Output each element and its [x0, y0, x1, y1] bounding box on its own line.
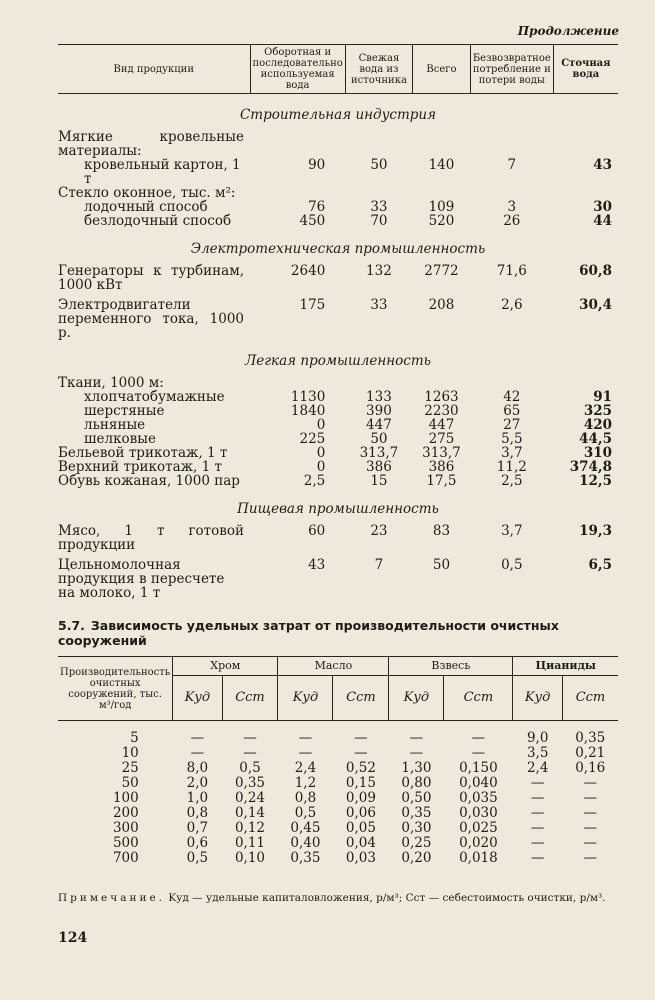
row-label: Бельевой трикотаж, 1 т	[58, 445, 228, 461]
treatment-cost-table	[58, 656, 618, 866]
capacity-cell: 300	[112, 820, 139, 836]
table-row	[58, 418, 618, 432]
capacity-cell: 5	[130, 730, 139, 746]
cell: 43	[593, 157, 612, 173]
water-consumption-table	[58, 44, 618, 600]
cell: 0,6	[186, 835, 209, 851]
col-header-recycled-water: Оборотная и последовательно используемая вода	[250, 45, 345, 94]
cell: 0,09	[345, 790, 376, 806]
capacity-cell: 10	[121, 745, 139, 761]
cell: 1,0	[186, 790, 209, 806]
cell: 0,150	[459, 760, 498, 776]
cell: 447	[428, 417, 455, 433]
cell: 374,8	[569, 459, 612, 475]
cell: —	[243, 730, 257, 746]
cell: 208	[428, 297, 455, 313]
table-row	[58, 376, 618, 390]
cell: 76	[308, 199, 326, 215]
cell: 0,5	[186, 850, 209, 866]
cell: 0,15	[345, 775, 376, 791]
cell: 71,6	[496, 263, 527, 279]
row-label: Генераторы к турбинам, 1000 кВт	[58, 263, 245, 293]
table-row	[58, 446, 618, 460]
cell: 0,03	[345, 850, 376, 866]
capacity-cell: 500	[112, 835, 139, 851]
cell: —	[298, 730, 313, 746]
table-row	[58, 432, 618, 446]
table-row	[58, 186, 618, 200]
row-label: Электродвигатели переменного тока, 1000 р.	[58, 297, 245, 341]
cell: —	[583, 820, 597, 836]
table-row	[58, 791, 618, 806]
cell: 0,35	[575, 730, 606, 746]
cell: 8,0	[186, 760, 209, 776]
table-row	[58, 776, 618, 791]
cell: 19,3	[579, 523, 612, 539]
cell: 23	[370, 523, 388, 539]
capacity-cell: 25	[121, 760, 139, 776]
cell: 0,25	[401, 835, 432, 851]
table2-group-header-row	[58, 657, 618, 676]
cell: —	[409, 730, 424, 746]
cell: 0	[316, 445, 326, 461]
cell	[470, 186, 553, 200]
cell: 386	[366, 459, 392, 475]
table-row	[58, 460, 618, 474]
cell: 225	[299, 431, 326, 447]
cell: 0,030	[459, 805, 498, 821]
table2-title	[58, 618, 618, 648]
cell: 0,5	[501, 557, 523, 573]
cell: 386	[428, 459, 455, 475]
cell: 0,035	[459, 790, 498, 806]
cell	[553, 186, 618, 200]
cell: —	[190, 730, 205, 746]
cell: —	[583, 850, 597, 866]
cell: 33	[370, 297, 388, 313]
table-row	[58, 474, 618, 488]
col-header-total: Всего	[413, 45, 471, 94]
table-row	[58, 806, 618, 821]
table-row	[58, 851, 618, 866]
cell	[250, 186, 345, 200]
cell: —	[530, 790, 545, 806]
cell: 310	[583, 445, 612, 461]
sub-header-c: Cст	[222, 676, 278, 721]
cell: 0,20	[401, 850, 432, 866]
row-label: шерстяные	[84, 403, 165, 419]
cell: 313,7	[422, 445, 461, 461]
cell: —	[471, 730, 486, 746]
cell: 175	[299, 297, 326, 313]
cell: —	[354, 730, 368, 746]
col-header-fresh-water: Свежая вода из источника	[345, 45, 412, 94]
cell: —	[243, 745, 257, 761]
cell: 0,80	[401, 775, 432, 791]
cell: 520	[428, 213, 455, 229]
col-header-wastewater: Сточная вода	[553, 45, 618, 94]
cell: 325	[583, 403, 612, 419]
cell: 7	[374, 557, 384, 573]
cell: 0,025	[459, 820, 498, 836]
cell: 60,8	[579, 263, 612, 279]
sub-header-k: Kуд	[173, 676, 222, 721]
cell: 140	[428, 157, 455, 173]
cell: 0,35	[234, 775, 266, 791]
cell: —	[190, 745, 205, 761]
cell: 7	[507, 157, 517, 173]
note-label: Примечание.	[58, 892, 166, 904]
cell: 65	[503, 403, 521, 419]
page-number: 124	[58, 930, 88, 946]
sub-header-k: Kуд	[513, 676, 563, 721]
cell: 2,4	[526, 760, 549, 776]
col-header-capacity: Производительность очистных сооружений, тыс. м³/год	[58, 657, 173, 721]
cell: 0,50	[401, 790, 432, 806]
cell: —	[471, 745, 486, 761]
cell: 2640	[290, 263, 326, 279]
capacity-cell: 50	[121, 775, 139, 791]
cell: 70	[370, 213, 388, 229]
sub-header-k: Kуд	[278, 676, 333, 721]
cell: —	[530, 835, 545, 851]
cell: 132	[366, 263, 392, 279]
cell: 0,16	[575, 760, 606, 776]
cell: 3,7	[501, 523, 523, 539]
cell: 12,5	[579, 473, 612, 489]
table-row	[58, 214, 618, 228]
group-header-suspension: Взвесь	[389, 657, 513, 676]
cell: 0,06	[345, 805, 376, 821]
cell: —	[583, 835, 597, 851]
cell: 44	[593, 213, 612, 229]
cell: 447	[366, 417, 392, 433]
row-label: хлопчатобумажные	[84, 389, 225, 405]
cell: 2,6	[501, 297, 523, 313]
cell: —	[298, 745, 313, 761]
cell: 27	[503, 417, 521, 433]
cell: 0,35	[401, 805, 432, 821]
cell: 420	[583, 417, 612, 433]
cell	[553, 130, 618, 158]
table-row	[58, 746, 618, 761]
cell: 0,04	[345, 835, 376, 851]
table-row	[58, 158, 618, 186]
section-heading: Пищевая промышленность	[237, 501, 439, 517]
capacity-cell: 100	[112, 790, 139, 806]
cell: 15	[370, 473, 388, 489]
group-header-oil: Масло	[278, 657, 389, 676]
cell: 2,0	[186, 775, 209, 791]
cell: —	[530, 850, 545, 866]
row-label: безлодочный способ	[84, 213, 232, 229]
capacity-cell: 200	[112, 805, 139, 821]
cell	[345, 186, 412, 200]
row-label: лодочный способ	[84, 199, 208, 215]
cell: —	[530, 775, 545, 791]
cell: 1840	[290, 403, 326, 419]
cell: —	[583, 790, 597, 806]
cell: 0,018	[459, 850, 498, 866]
cell: 1130	[290, 389, 326, 405]
table-row	[58, 836, 618, 851]
cell: 90	[308, 157, 326, 173]
cell	[470, 130, 553, 158]
sub-header-c: Cст	[444, 676, 513, 721]
cell: 2772	[424, 263, 459, 279]
cell	[345, 376, 412, 390]
cell: 1,2	[294, 775, 317, 791]
cell: 5,5	[501, 431, 523, 447]
cell: 3	[507, 199, 517, 215]
cell: 0,45	[290, 820, 321, 836]
cell: 0,040	[459, 775, 498, 791]
cell: 0,24	[234, 790, 266, 806]
sub-header-c: Cст	[333, 676, 389, 721]
table-row	[58, 130, 618, 158]
cell: —	[409, 745, 424, 761]
cell: 30,4	[579, 297, 612, 313]
cell: 1,30	[401, 760, 432, 776]
cell: 0,8	[294, 790, 317, 806]
table-row	[58, 200, 618, 214]
cell: 0,7	[186, 820, 209, 836]
cell: 3,5	[526, 745, 549, 761]
cell: —	[583, 775, 597, 791]
cell: 26	[503, 213, 521, 229]
cell: 0	[316, 459, 326, 475]
cell	[470, 376, 553, 390]
cell: 2,5	[501, 473, 523, 489]
cell: 313,7	[359, 445, 399, 461]
cell	[413, 186, 471, 200]
cell: 44,5	[579, 431, 612, 447]
cell: 33	[370, 199, 388, 215]
section-heading: Легкая промышленность	[244, 353, 432, 369]
table-row	[58, 404, 618, 418]
cell: 0	[316, 417, 326, 433]
cell: 0,5	[294, 805, 317, 821]
row-label: кровельный картон, 1 т	[84, 157, 241, 187]
row-label: Мясо, 1 т готовой продукции	[58, 523, 245, 553]
cell	[345, 130, 412, 158]
cell	[250, 130, 345, 158]
cell: 0,020	[459, 835, 498, 851]
note-text: Kуд — удельные капиталовложения, р/м³; Cст — себестоимость очистки, р/м³.	[168, 892, 606, 904]
cell	[413, 130, 471, 158]
section-heading: Строительная индустрия	[239, 107, 437, 123]
table-row	[58, 552, 618, 600]
capacity-cell: 700	[112, 850, 139, 866]
cell: 1263	[424, 389, 459, 405]
table-row	[58, 761, 618, 776]
table-note	[58, 890, 618, 906]
cell: 0,12	[234, 820, 266, 836]
row-label: шелковые	[84, 431, 157, 447]
cell: 450	[299, 213, 326, 229]
cell: 0,10	[234, 850, 266, 866]
cell: 0,52	[345, 760, 376, 776]
cell: 109	[428, 199, 455, 215]
table2-number: 5.7.	[58, 618, 85, 633]
row-label: Верхний трикотаж, 1 т	[58, 459, 222, 475]
col-header-product: Вид продукции	[58, 45, 250, 94]
cell: 50	[370, 431, 388, 447]
table2-body	[58, 721, 618, 867]
row-label: Обувь кожаная, 1000 пар	[58, 473, 240, 489]
sub-header-k: Kуд	[389, 676, 444, 721]
row-label: Мягкие кровельные материалы:	[58, 129, 245, 159]
cell: 0,11	[234, 835, 266, 851]
cell: 50	[432, 557, 451, 573]
cell: 0,14	[234, 805, 266, 821]
cell: 0,5	[239, 760, 261, 776]
sub-header-c: Cст	[562, 676, 618, 721]
cell: 275	[428, 431, 455, 447]
cell: 0,30	[401, 820, 432, 836]
table-row	[58, 721, 618, 747]
group-header-chrome: Хром	[173, 657, 278, 676]
table-row	[58, 821, 618, 836]
cell: 6,5	[588, 557, 612, 573]
table-row	[58, 292, 618, 340]
group-header-cyanides: Цианиды	[513, 657, 618, 676]
cell: 0,8	[186, 805, 209, 821]
cell: 3,7	[501, 445, 523, 461]
cell: —	[530, 820, 545, 836]
col-header-irrecoverable-loss: Безвозвратное потребление и потери воды	[470, 45, 553, 94]
cell	[553, 376, 618, 390]
cell	[250, 376, 345, 390]
cell: 9,0	[526, 730, 549, 746]
cell: 0,21	[575, 745, 606, 761]
cell: 83	[432, 523, 451, 539]
cell: —	[583, 805, 597, 821]
table2-title-text: Зависимость удельных затрат от производительности очистных сооружений	[58, 618, 559, 648]
table-row	[58, 524, 618, 552]
cell: 11,2	[496, 459, 527, 475]
row-label: льняные	[84, 417, 146, 433]
cell: 0,35	[290, 850, 321, 866]
table1-header-row	[58, 45, 618, 94]
cell: 60	[308, 523, 326, 539]
cell	[413, 376, 471, 390]
cell: —	[354, 745, 368, 761]
cell: 2230	[424, 403, 459, 419]
table-row	[58, 264, 618, 292]
continuation-label: Продолжение	[517, 24, 619, 38]
cell: 42	[503, 389, 521, 405]
row-label: Ткани, 1000 м:	[58, 375, 164, 391]
row-label: Цельномолочная продукция в пересчете на молоко, 1 т	[58, 557, 225, 601]
cell: —	[530, 805, 545, 821]
cell: 0,40	[290, 835, 321, 851]
cell: 2,4	[294, 760, 317, 776]
cell: 0,05	[345, 820, 376, 836]
section-heading: Электротехническая промышленность	[190, 241, 486, 257]
cell: 390	[366, 403, 392, 419]
cell: 50	[370, 157, 388, 173]
cell: 2,5	[303, 473, 326, 489]
cell: 91	[593, 389, 612, 405]
row-label: Стекло оконное, тыс. м²:	[58, 185, 236, 201]
cell: 17,5	[426, 473, 457, 489]
table-row	[58, 390, 618, 404]
cell: 43	[308, 557, 326, 573]
cell: 30	[593, 199, 612, 215]
cell: 133	[366, 389, 392, 405]
